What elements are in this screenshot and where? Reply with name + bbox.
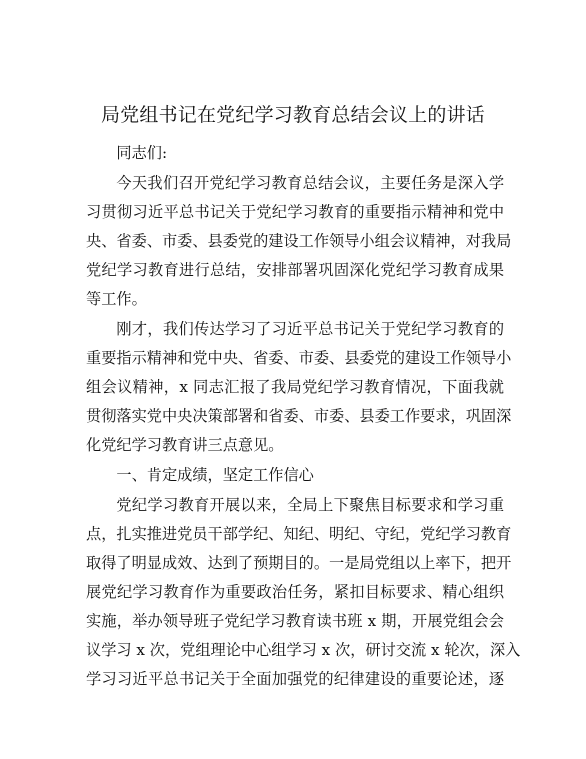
paragraph-line: 重要指示精神和党中央、省委、市委、县委党的建设工作领导小 [86,349,512,367]
paragraph-line: 今天我们召开党纪学习教育总结会议，主要任务是深入学 [116,174,504,192]
paragraph-line: 点，扎实推进党员干部学纪、知纪、明纪、守纪，党纪学习教育 [86,525,512,543]
document-body [86,139,521,694]
paragraph-line: 组会议精神，x 同志汇报了我局党纪学习教育情况，下面我就 [86,378,504,396]
paragraph-line: 央、省委、市委、县委党的建设工作领导小组会议精神，对我局 [86,232,512,250]
paragraph-line: 刚才，我们传达学习了习近平总书记关于党纪学习教育的 [116,320,504,338]
section-heading [86,461,504,490]
paragraph-line: 议学习 x 次，党组理论中心组学习 x 次，研讨交流 x 轮次，深入 [86,641,521,659]
paragraph-achievements [86,491,521,694]
paragraph-line: 化党纪学习教育讲三点意见。 [86,436,284,454]
paragraph-line: 党纪学习教育开展以来，全局上下聚焦目标要求和学习重 [116,496,504,514]
paragraph-opening [86,169,512,314]
paragraph-line: 学习习近平总书记关于全面加强党的纪律建设的重要论述，逐 [86,670,504,688]
paragraph-line: 贯彻落实党中央决策部署和省委、市委、县委工作要求，巩固深 [86,407,512,425]
paragraph-line: 党纪学习教育进行总结，安排部署巩固深化党纪学习教育成果 [86,261,504,279]
paragraph-line: 取得了明显成效、达到了预期目的。一是局党组以上率下，把开 [86,554,512,572]
paragraph-line: 展党纪学习教育作为重要政治任务，紧扣目标要求、精心组织 [86,583,504,601]
paragraph-line: 习贯彻习近平总书记关于党纪学习教育的重要指示精神和党中 [86,203,504,221]
document-title: 局党组书记在党纪学习教育总结会议上的讲话 [100,104,485,126]
paragraph-line: 等工作。 [86,290,147,308]
salutation: 同志们: [116,144,168,162]
paragraph-summary [86,315,512,460]
section-heading-text: 一、肯定成绩，坚定工作信心 [116,466,314,484]
paragraph-line: 实施，举办领导班子党纪学习教育读书班 x 期，开展党组会会 [86,612,504,630]
